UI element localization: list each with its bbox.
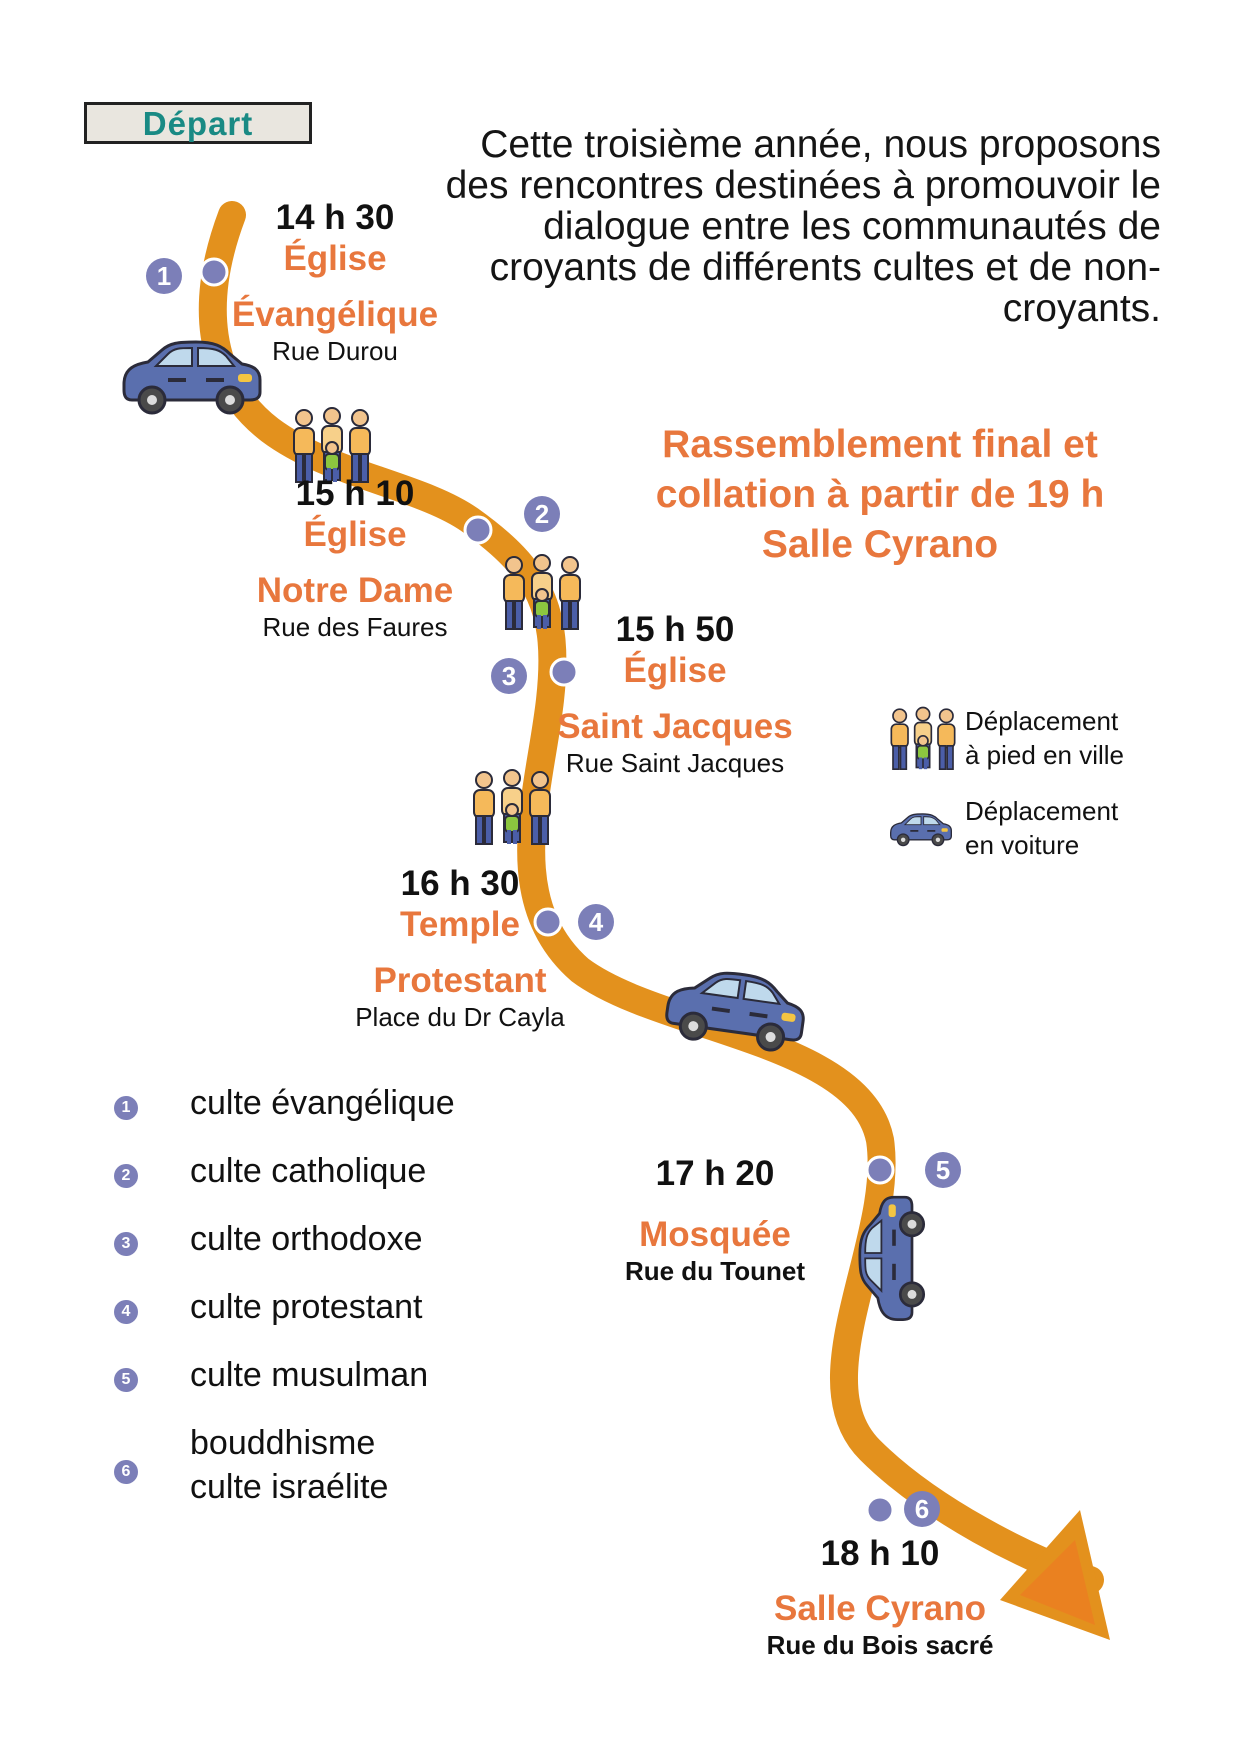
stop-street: Rue Saint Jacques: [565, 748, 785, 778]
legend-walk-text: [965, 704, 1124, 772]
stop-2: [220, 474, 490, 642]
final-line: collation à partir de 19 h: [655, 473, 1105, 516]
stop-place: Notre Dame: [256, 571, 454, 610]
list-item-label: culte catholique: [190, 1152, 427, 1190]
people-walking-icon: [474, 770, 550, 844]
intro-text: Cette troisième année, nous proposons des rencontres destinées à promouvoir le dialogue entre les communautés de croyants de différents cultes et de non-croyants.: [445, 123, 1161, 330]
list-item-label: culte musulman: [190, 1356, 429, 1394]
list-item-label: culte orthodoxe: [190, 1220, 423, 1258]
stop-place: Salle Cyrano: [773, 1589, 987, 1628]
stop-street: Rue Durou: [272, 336, 398, 366]
list-item-line: bouddhisme: [190, 1424, 376, 1462]
stop-place: Temple: [400, 905, 520, 944]
list-item-label: [190, 1421, 388, 1509]
depart-label: Départ: [84, 102, 312, 144]
stop-street: Rue du Bois sacré: [766, 1630, 994, 1660]
list-number-badge: 3: [114, 1232, 138, 1256]
final-line: Rassemblement final et: [662, 423, 1098, 466]
list-number-badge: 1: [114, 1096, 138, 1120]
stop-street: Rue du Tounet: [624, 1256, 806, 1286]
list-item-label: culte protestant: [190, 1288, 423, 1326]
stop-place: Évangélique: [231, 295, 439, 334]
people-walking-icon: [888, 705, 958, 775]
stop-number-badge: 4: [578, 904, 614, 940]
stop-time: 14 h 30: [275, 198, 395, 237]
legend-line: Déplacement: [965, 796, 1119, 826]
list-item-line: culte israélite: [190, 1468, 389, 1506]
legend-walk-icon: [888, 705, 958, 780]
stop-place: Mosquée: [639, 1215, 791, 1254]
stop-place: Saint Jacques: [557, 707, 793, 746]
legend-line: en voiture: [965, 830, 1080, 860]
stop-time: 15 h 10: [295, 474, 415, 513]
stop-3: [540, 610, 810, 778]
stop-street: Place du Dr Cayla: [355, 1002, 565, 1032]
final-line: Salle Cyrano: [761, 523, 999, 566]
stop-time: 17 h 20: [655, 1154, 775, 1193]
stop-place: Église: [283, 239, 387, 278]
stop-4: [330, 864, 590, 1032]
stop-number-badge: 5: [925, 1152, 961, 1188]
final-gathering: [620, 420, 1140, 570]
stop-number-badge: 6: [904, 1491, 940, 1527]
stop-6: [730, 1534, 1030, 1660]
car-icon: [888, 810, 954, 850]
stop-place: Église: [303, 515, 407, 554]
stop-5: [580, 1154, 850, 1286]
list-number-badge: 2: [114, 1164, 138, 1188]
stop-time: 15 h 50: [615, 610, 735, 649]
stop-number-badge: 3: [491, 658, 527, 694]
people-walking-icon: [294, 408, 370, 482]
stop-street: Rue des Faures: [262, 612, 448, 642]
list-item-label: culte évangélique: [190, 1084, 455, 1122]
stop-time: 16 h 30: [400, 864, 520, 903]
stop-number-badge: 1: [146, 258, 182, 294]
legend-car-text: [965, 794, 1118, 862]
stop-place: Église: [623, 651, 727, 690]
legend-line: à pied en ville: [965, 740, 1124, 770]
list-number-badge: 5: [114, 1368, 138, 1392]
route-marker-5: [867, 1157, 893, 1183]
legend-car-icon: [888, 810, 954, 855]
stop-number-badge: 2: [524, 496, 560, 532]
legend-line: Déplacement: [965, 706, 1119, 736]
stop-time: 18 h 10: [820, 1534, 940, 1573]
list-number-badge: 4: [114, 1300, 138, 1324]
stop-1: [200, 198, 470, 366]
list-number-badge: 6: [114, 1460, 138, 1484]
stop-place: Protestant: [373, 961, 547, 1000]
route-marker-6: [867, 1497, 893, 1523]
